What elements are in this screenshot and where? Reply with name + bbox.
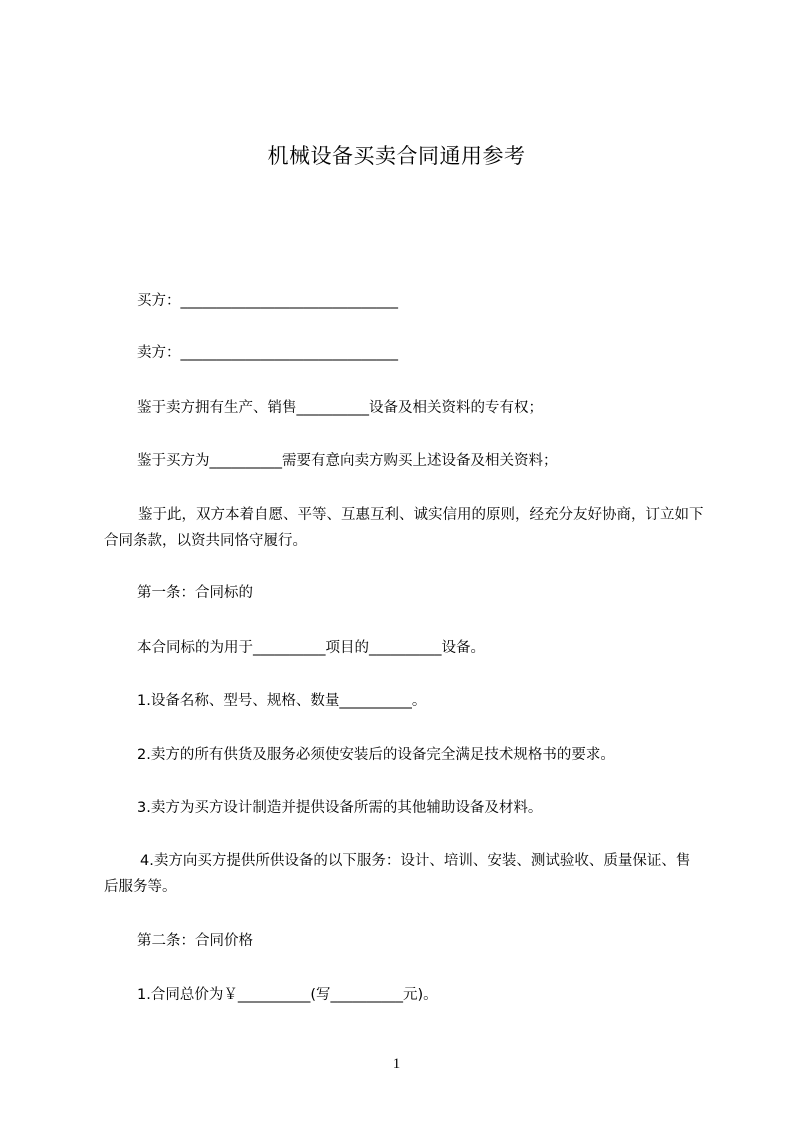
article-2-item-1: 1.合同总价为￥__________(写__________元)。 [137,987,438,1003]
article-1-item-2: 2.卖方的所有供货及服务必须使安装后的设备完全满足技术规格书的要求。 [137,747,615,763]
article-1-item-1: 1.设备名称、型号、规格、数量__________。 [137,693,427,709]
page-number: 1 [392,1056,401,1072]
seller-line: 卖方：______________________________ [137,345,398,361]
paragraph-agreement: 鉴于此，双方本着自愿、平等、互惠互利、诚实信用的原则，经充分友好协商，订立如下合同条款，以资共同恪守履行。 [104,507,704,549]
buyer-line: 买方：______________________________ [137,293,398,309]
paragraph-whereas-buyer: 鉴于买方为__________需要有意向卖方购买上述设备及相关资料； [137,453,558,469]
article-1-intro: 本合同标的为用于__________项目的__________设备。 [137,640,485,656]
article-2-heading: 第二条：合同价格 [137,933,253,949]
document-title: 机械设备买卖合同通用参考 [267,144,526,168]
article-1-heading: 第一条：合同标的 [137,585,253,601]
article-1-item-3: 3.卖方为买方设计制造并提供设备所需的其他辅助设备及材料。 [137,800,543,816]
article-1-item-4: 4.卖方向买方提供所供设备的以下服务：设计、培训、安装、测试验收、质量保证、售后服务等。 [104,853,691,895]
paragraph-whereas-seller: 鉴于卖方拥有生产、销售__________设备及相关资料的专有权； [137,400,543,416]
